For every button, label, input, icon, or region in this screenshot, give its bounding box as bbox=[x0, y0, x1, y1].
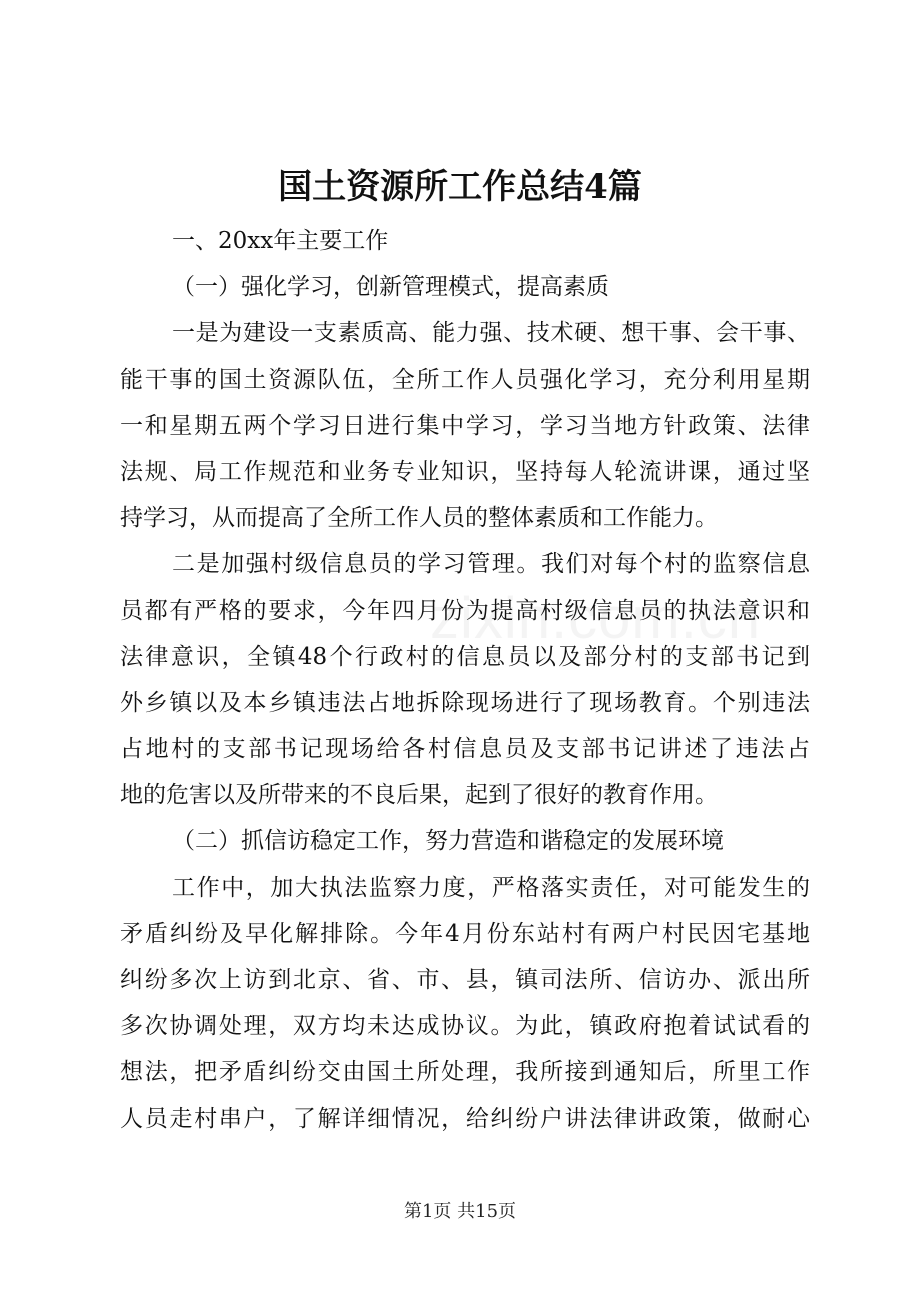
paragraph-line: 员都有严格的要求，今年四月份为提高村级信息员的执法意识和 bbox=[120, 597, 810, 624]
paragraph-line: 法规、局工作规范和业务专业知识，坚持每人轮流讲课，通过坚 bbox=[120, 458, 810, 485]
document-body bbox=[120, 218, 810, 1142]
document-title: 国土资源所工作总结4篇 bbox=[278, 167, 642, 207]
paragraph-line: 外乡镇以及本乡镇违法占地拆除现场进行了现场教育。个别违法 bbox=[120, 689, 810, 716]
subsection-heading: （二）抓信访稳定工作，努力营造和谐稳定的发展环境 bbox=[172, 828, 724, 855]
paragraph-line: 一和星期五两个学习日进行集中学习，学习当地方针政策、法律 bbox=[120, 412, 810, 439]
paragraph-line: 多次协调处理，双方均未达成协议。为此，镇政府抱着试试看的 bbox=[120, 1013, 810, 1040]
paragraph-line: 人员走村串户，了解详细情况，给纠纷户讲法律讲政策，做耐心 bbox=[120, 1105, 810, 1132]
paragraph-line: 占地村的支部书记现场给各村信息员及支部书记讲述了违法占 bbox=[120, 736, 810, 763]
page-footer: 第1页 共15页 bbox=[403, 1201, 517, 1222]
subsection-heading: （一）强化学习，创新管理模式，提高素质 bbox=[172, 274, 609, 301]
paragraph-line: 二是加强村级信息员的学习管理。我们对每个村的监察信息 bbox=[172, 551, 810, 578]
paragraph-line: 持学习，从而提高了全所工作人员的整体素质和工作能力。 bbox=[120, 505, 718, 532]
paragraph-line: 纠纷多次上访到北京、省、市、县，镇司法所、信访办、派出所 bbox=[120, 967, 810, 993]
section-heading: 一、20xx年主要工作 bbox=[172, 228, 389, 254]
paragraph-line: 一是为建设一支素质高、能力强、技术硬、想干事、会干事、 bbox=[172, 320, 810, 347]
paragraph-line: 想法，把矛盾纠纷交由国土所处理，我所接到通知后，所里工作 bbox=[120, 1059, 810, 1086]
paragraph-line: 矛盾纠纷及早化解排除。今年4月份东站村有两户村民因宅基地 bbox=[120, 920, 810, 947]
paragraph-line: 工作中，加大执法监察力度，严格落实责任，对可能发生的 bbox=[172, 874, 810, 901]
paragraph-line: 地的危害以及所带来的不良后果，起到了很好的教育作用。 bbox=[120, 782, 718, 809]
paragraph-line: 法律意识，全镇48个行政村的信息员以及部分村的支部书记到 bbox=[120, 643, 810, 670]
paragraph-line: 能干事的国土资源队伍，全所工作人员强化学习，充分利用星期 bbox=[120, 366, 810, 393]
